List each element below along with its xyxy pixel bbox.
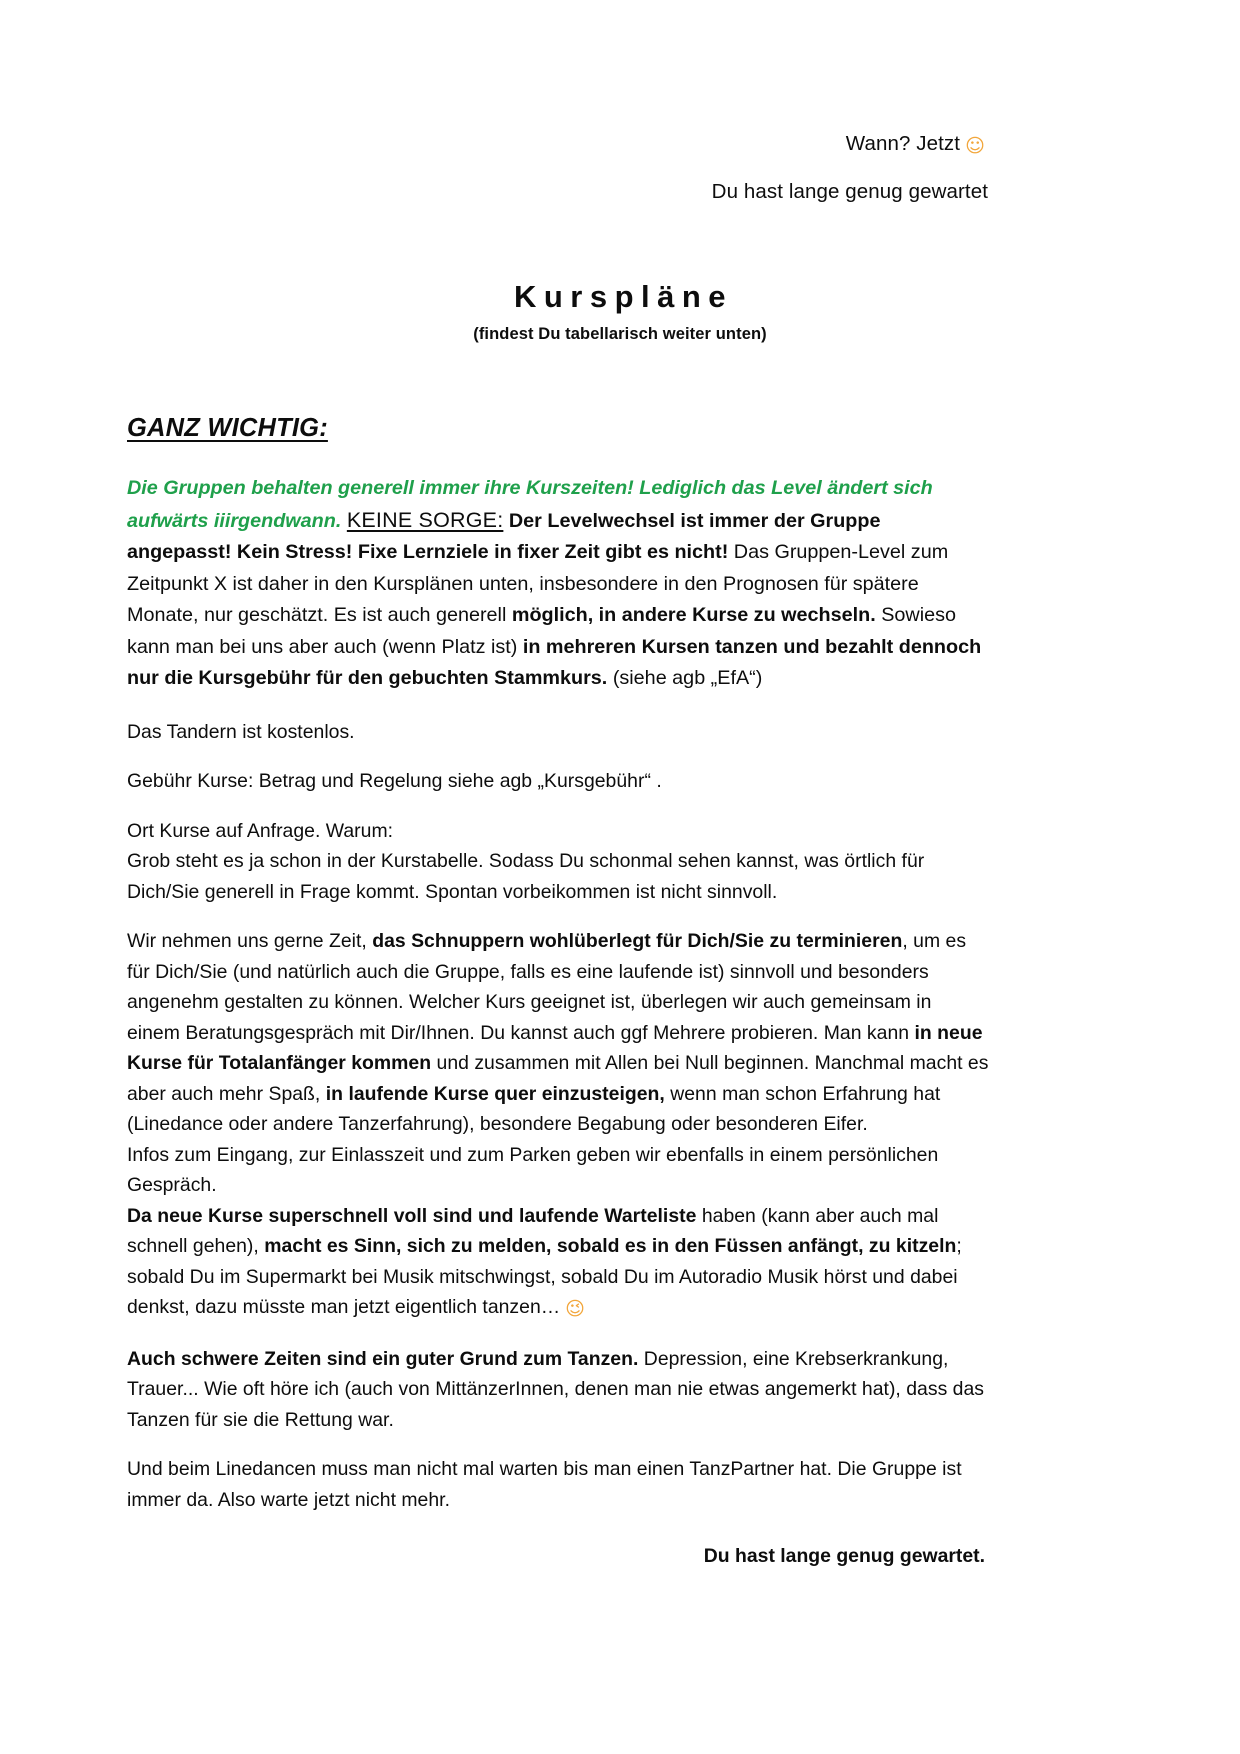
zeit-plain-wir-nehmen: Wir nehmen uns gerne Zeit, xyxy=(127,930,367,952)
header-tagline-secondary: Du hast lange genug gewartet xyxy=(711,180,988,203)
winking-face-emoji: 😉 xyxy=(565,1298,585,1320)
intro-green-emphasis: Die Gruppen behalten generell immer ihre Kurszeiten! Lediglich das Level ändert sich aufwärts iiirgendwann. xyxy=(127,477,933,532)
header-tagline-primary-text: Wann? Jetzt xyxy=(845,132,961,155)
paragraph-schnuppern-terminieren xyxy=(127,926,989,1325)
zeit-plain-schnell-gehen: haben (kann aber auch mal schnell gehen), xyxy=(127,1204,939,1257)
zeit-bold-warteliste: Da neue Kurse superschnell voll sind und laufende Warteliste xyxy=(127,1204,697,1227)
header-tagline-primary xyxy=(125,128,985,162)
intro-bold-mehrere-kurse: in mehreren Kursen tanzen und bezahlt dennoch nur die Kursgebühr für den gebuchten Stammkurs. xyxy=(127,635,982,689)
smiling-face-emoji: ☺ xyxy=(965,135,985,157)
intro-plain-sowieso: Sowieso kann man bei uns aber auch (wenn Platz ist) xyxy=(127,604,956,658)
ort-kurse-line-1: Ort Kurse auf Anfrage. Warum: xyxy=(127,819,394,842)
intro-bold-levelwechsel: Der Levelwechsel ist immer der Gruppe angepasst! Kein Stress! Fixe Lernziele in fixer Zeit gibt es nicht! xyxy=(127,509,881,563)
zeit-plain-erfahrung: wenn man schon Erfahrung hat (Linedance oder andere Tanzerfahrung), besondere Begabung oder besonderen Eifer. xyxy=(127,1082,941,1135)
paragraph-linedance: Und beim Linedancen muss man nicht mal warten bis man einen TanzPartner hat. Die Gruppe ist immer da. Also warte jetzt nicht mehr. xyxy=(127,1458,962,1511)
zeit-plain-supermarkt: ; sobald Du im Supermarkt bei Musik mitschwingst, sobald Du im Autoradio Musik hörst und dabei denkst, dazu müsste man jetzt eigentlich tanzen… xyxy=(127,1235,962,1318)
paragraph-intro-levelwechsel xyxy=(127,473,989,695)
zeit-bold-totalanfaenger: in neue Kurse für Totalanfänger kommen xyxy=(127,1021,983,1074)
intro-plain-siehe-agb-efa: (siehe agb „EfA“) xyxy=(612,667,763,689)
paragraph-tandern: Das Tandern ist kostenlos. xyxy=(127,720,355,743)
paragraph-gebuehr-kurse: Gebühr Kurse: Betrag und Regelung siehe agb „Kursgebühr“ . xyxy=(127,770,662,792)
section-heading-ganz-wichtig: GANZ WICHTIG: xyxy=(127,414,328,442)
zeit-plain-infos-eingang: Infos zum Eingang, zur Einlasszeit und zum Parken geben wir ebenfalls in einem persönlichen Gespräch. xyxy=(127,1143,939,1196)
intro-bold-moeglich-wechseln: möglich, in andere Kurse zu wechseln. xyxy=(511,604,876,626)
paragraph-ort-kurse xyxy=(127,816,989,908)
zeit-bold-quereinstieg: in laufende Kurse quer einzusteigen, xyxy=(325,1082,665,1105)
closing-statement: Du hast lange genug gewartet. xyxy=(703,1545,985,1567)
document-body xyxy=(127,414,989,1568)
zeit-bold-schnuppern: das Schnuppern wohlüberlegt für Dich/Sie zu terminieren xyxy=(372,930,903,952)
intro-plain-gruppenlevel: Das Gruppen-Level zum Zeitpunkt X ist daher in den Kursplänen unten, insbesondere in den Prognosen für spätere Monate, nur geschätzt. Es ist auch generell xyxy=(127,541,949,626)
schwere-zeiten-bold-lead: Auch schwere Zeiten sind ein guter Grund zum Tanzen. xyxy=(127,1347,639,1370)
ort-kurse-line-2: Grob steht es ja schon in der Kurstabelle. Sodass Du schonmal sehen kannst, was örtlich für Dich/Sie generell in Frage kommt. Spontan vorbeikommen ist nicht sinnvoll. xyxy=(127,850,925,903)
zeit-plain-gestalten: , um es für Dich/Sie (und natürlich auch die Gruppe, falls es eine laufende ist) sinnvoll und besonders angenehm gestalten zu können. Welcher Kurs geeignet ist, überlegen wir auch gemeinsam in einem Beratungsgespräch mit Dir/Ihnen. Du kannst auch ggf Mehrere probieren. Man kann xyxy=(127,930,967,1044)
zeit-plain-null-beginnen: und zusammen mit Allen bei Null beginnen. Manchmal macht es aber auch mehr Spaß, xyxy=(127,1052,989,1105)
page-title: Kurspläne xyxy=(513,279,734,314)
paragraph-schwere-zeiten xyxy=(127,1344,989,1436)
zeit-bold-kitzeln: macht es Sinn, sich zu melden, sobald es in den Füssen anfängt, zu kitzeln xyxy=(264,1235,957,1257)
schwere-zeiten-plain-body: Depression, eine Krebserkrankung, Trauer... Wie oft höre ich (auch von MittänzerInnen, denen man nie etwas angemerkt hat), dass das Tanzen für sie die Rettung war. xyxy=(127,1347,985,1431)
document-header xyxy=(125,128,988,208)
title-block xyxy=(0,278,1240,344)
page-subtitle: (findest Du tabellarisch weiter unten) xyxy=(473,325,767,343)
intro-keine-sorge-label: KEINE SORGE: xyxy=(346,507,504,532)
